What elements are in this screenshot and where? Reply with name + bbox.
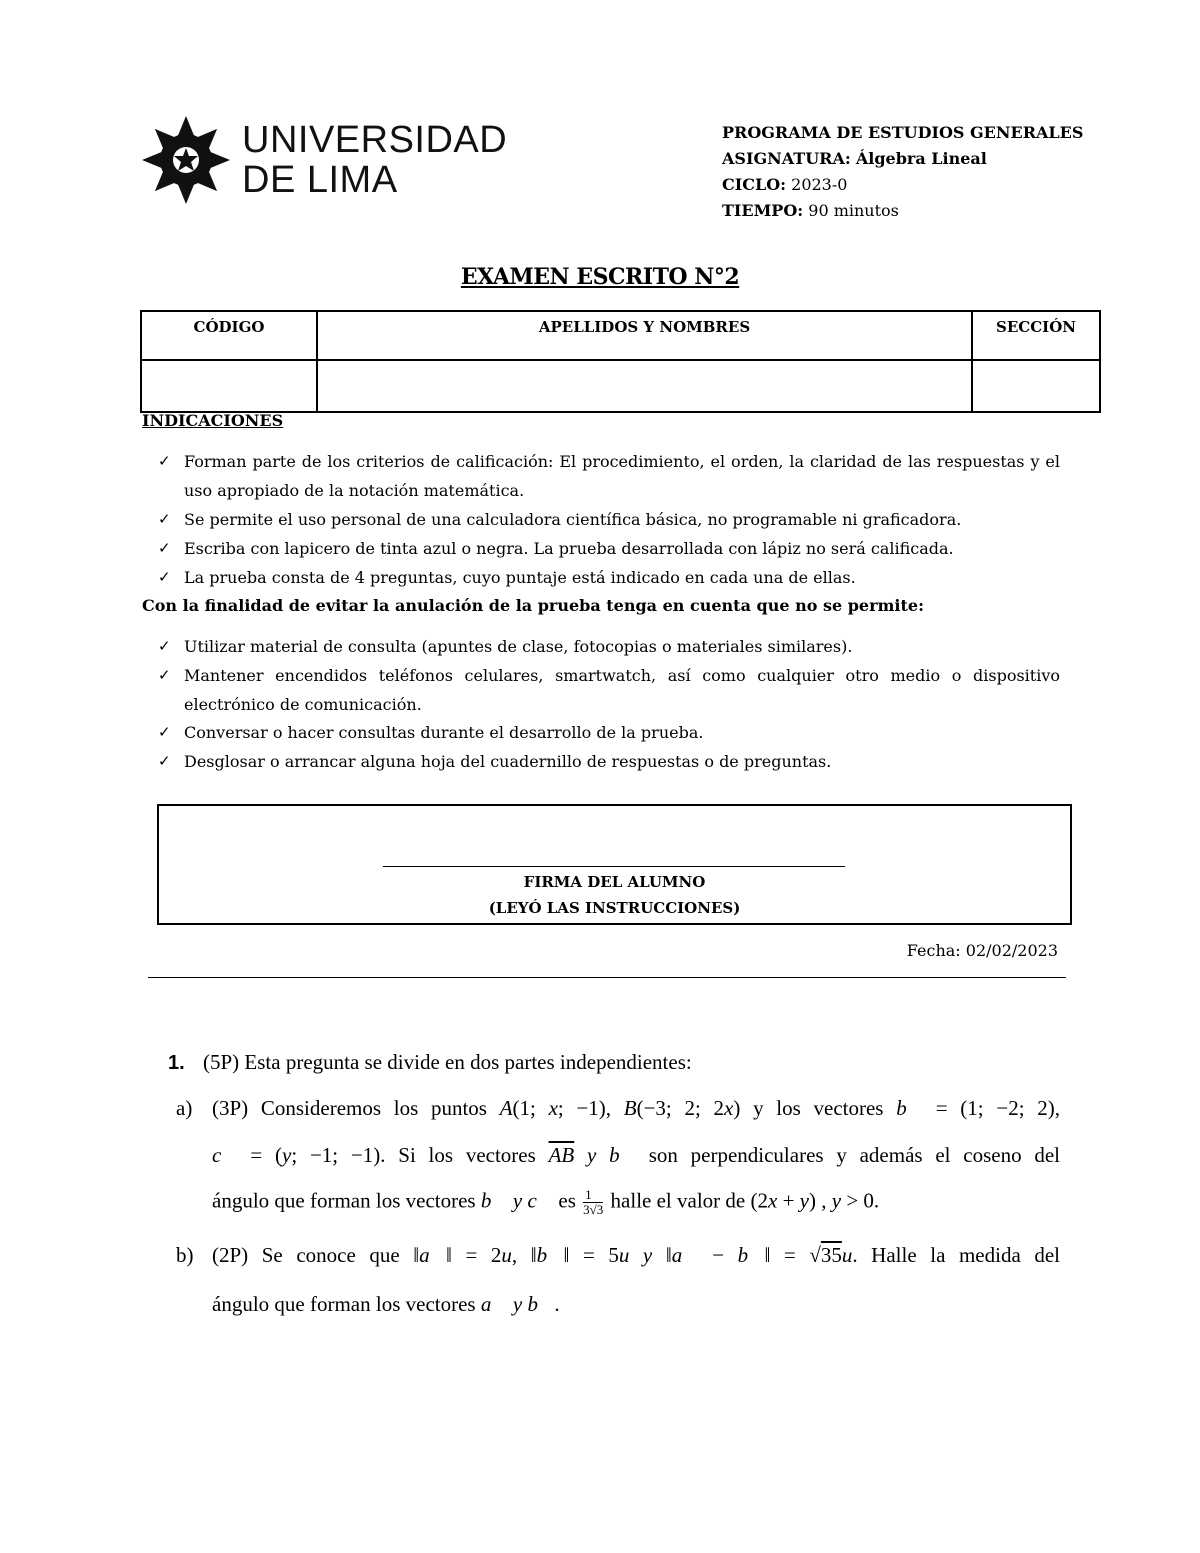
header-codigo: CÓDIGO (141, 311, 317, 360)
part-a-line3: ángulo que forman los vectores b⃗ y c⃗ es $\frac{1}{3√3}$ halle el valor de (2x + y) , y > 0. (212, 1187, 880, 1217)
check-icon: ✓ (158, 539, 171, 557)
subject-line: ASIGNATURA: Álgebra Lineal (722, 149, 987, 168)
part-a-label: a) (176, 1096, 193, 1120)
time-line: TIEMPO: 90 minutos (722, 201, 899, 220)
check-icon: ✓ (158, 723, 171, 741)
part-a-line2: c⃗ = (y; −1; −1). Si los vectores $\overline{AB}$ y b⃗ son perpendiculares y además el coseno del (212, 1143, 1061, 1167)
student-info-table (140, 310, 1101, 413)
part-a-line1: (3P) Consideremos los puntos A(1; x; −1), B(−3; 2; 2x) y los vectores b⃗ = (1; −2; 2), (212, 1096, 1060, 1120)
part-b-line1: (2P) Se conoce que ‖a⃗‖ = 2u, ‖b⃗‖ = 5u y ‖a⃗ − b⃗‖ = √35u. Halle la medida del (212, 1243, 1061, 1267)
page-title: EXAMEN ESCRITO N°2 (460, 264, 740, 290)
codigo-field[interactable] (141, 360, 317, 412)
indication-item: ✓ Escriba con lapicero de tinta azul o negra. La prueba desarrollada con lápiz no será calificada. (158, 534, 1060, 563)
exam-date: Fecha: 02/02/2023 (906, 941, 1058, 960)
signature-sublabel: (LEYÓ LAS INSTRUCCIONES) (488, 899, 741, 917)
header-seccion: SECCIÓN (972, 311, 1100, 360)
signature-label: FIRMA DEL ALUMNO (523, 873, 706, 891)
prohibition-item: ✓ Mantener encendidos teléfonos celulares, smartwatch, así como cualquier otro medio o dispositivo electrónico de comunicación. (158, 661, 1060, 719)
logo-text-line1: UNIVERSIDAD (242, 119, 508, 161)
check-icon: ✓ (158, 752, 171, 770)
check-icon: ✓ (158, 666, 171, 684)
check-icon: ✓ (158, 510, 171, 528)
signature-line[interactable] (383, 866, 845, 867)
seccion-field[interactable] (972, 360, 1100, 412)
indication-item: ✓ La prueba consta de 4 preguntas, cuyo puntaje está indicado en cada una de ellas. (158, 563, 1060, 592)
header-apellidos-nombres: APELLIDOS Y NOMBRES (317, 311, 972, 360)
part-b-line2: ángulo que forman los vectores a⃗ y b⃗. (212, 1292, 560, 1316)
question-number: 1. (168, 1052, 185, 1074)
part-b-label: b) (176, 1243, 194, 1267)
prohibition-item: ✓ Conversar o hacer consultas durante el desarrollo de la prueba. (158, 718, 1060, 747)
indications-title: INDICACIONES (142, 411, 284, 430)
indication-item: ✓ Forman parte de los criterios de calificación: El procedimiento, el orden, la claridad de las respuestas y el uso apropiado de la notación matemática. (158, 447, 1060, 505)
question-intro: (5P) Esta pregunta se divide en dos partes independientes: (203, 1050, 692, 1074)
divider (148, 977, 1066, 978)
program-label: PROGRAMA DE ESTUDIOS GENERALES (722, 123, 1084, 142)
indication-item: ✓ Se permite el uso personal de una calculadora científica básica, no programable ni graficadora. (158, 505, 1060, 534)
logo-text-line2: DE LIMA (242, 159, 398, 201)
cycle-line: CICLO: 2023-0 (722, 175, 848, 194)
prohibitions-title: Con la finalidad de evitar la anulación de la prueba tenga en cuenta que no se permite: (142, 596, 924, 615)
check-icon: ✓ (158, 568, 171, 586)
check-icon: ✓ (158, 452, 171, 470)
apellidos-nombres-field[interactable] (317, 360, 972, 412)
check-icon: ✓ (158, 637, 171, 655)
prohibition-item: ✓ Desglosar o arrancar alguna hoja del cuadernillo de respuestas o de preguntas. (158, 747, 1060, 776)
prohibition-item: ✓ Utilizar material de consulta (apuntes de clase, fotocopias o materiales similares). (158, 632, 1060, 661)
